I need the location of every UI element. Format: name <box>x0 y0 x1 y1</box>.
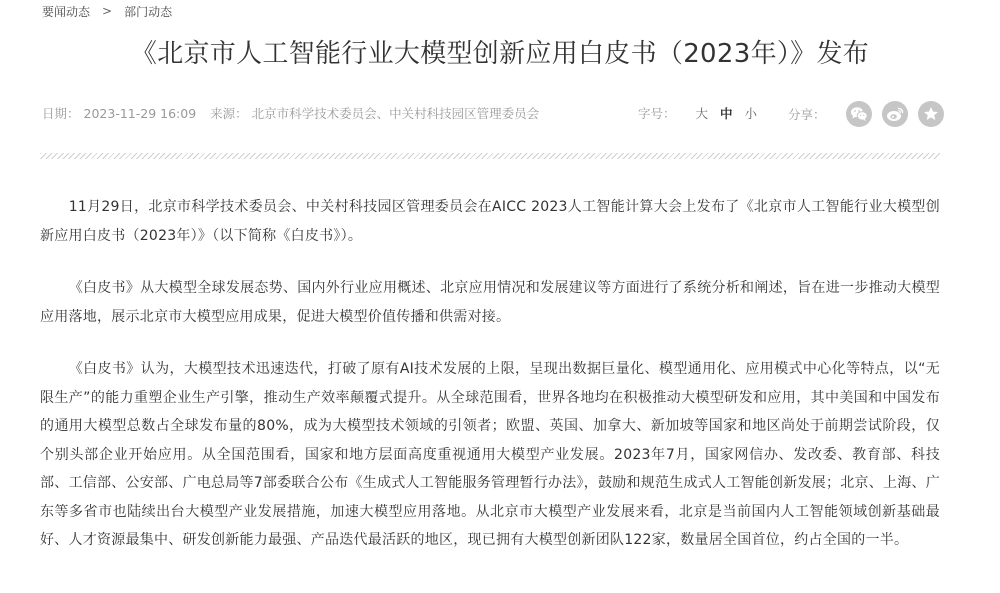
share-label: 分享： <box>788 107 826 122</box>
article-meta <box>42 104 539 122</box>
font-size-small[interactable]: 小 <box>744 106 758 121</box>
title-divider <box>40 153 940 159</box>
article-paragraph: 《白皮书》从大模型全球发展态势、国内外行业应用概述、北京应用情况和发展建议等方面进行了系统分析和阐述，旨在进一步推动大模型应用落地，展示北京市大模型应用成果，促进大模型价值传播和供需对接。 <box>40 280 940 325</box>
publish-date: 2023-11-29 16:09 <box>83 105 197 121</box>
wechat-icon <box>850 106 868 122</box>
article-paragraph: 11月29日，北京市科学技术委员会、中关村科技园区管理委员会在AICC 2023人工智能计算大会上发布了《北京市人工智能行业大模型创新应用白皮书（2023年）》（以下简称《白皮书》）。 <box>40 199 940 244</box>
font-size-label: 字号： <box>638 106 676 121</box>
breadcrumb <box>42 3 172 19</box>
font-size-medium[interactable]: 中 <box>720 106 733 121</box>
font-size-control <box>638 104 757 122</box>
share-favorite-button[interactable] <box>918 101 944 127</box>
star-icon <box>923 106 939 122</box>
weibo-icon <box>886 106 904 122</box>
share-wechat-button[interactable] <box>846 101 872 127</box>
page-title: 《北京市人工智能行业大模型创新应用白皮书（2023年）》发布 <box>130 39 870 69</box>
breadcrumb-separator: > <box>102 4 113 18</box>
article-body <box>40 193 940 579</box>
breadcrumb-item-home[interactable]: 要闻动态 <box>42 4 91 19</box>
date-label: 日期： <box>42 106 80 121</box>
source-label: 来源： <box>210 106 248 121</box>
share-weibo-button[interactable] <box>882 101 908 127</box>
source-value: 北京市科学技术委员会、中关村科技园区管理委员会 <box>251 106 540 121</box>
article-paragraph: 《白皮书》认为，大模型技术迅速迭代，打破了原有AI技术发展的上限，呈现出数据巨量化、模型通用化、应用模式中心化等特点，以“无限生产”的能力重塑企业生产引擎，推动生产效率颠覆式提升。从全球范围看，世界各地均在积极推动大模型研发和应用，其中美国和中国发布的通用大模型总数占全球发布量的80%，成为大模型技术领域的引领者；欧盟、英国、加拿大、新加坡等国家和地区尚处于前期尝试阶段，仅个别头部企业开始应用。从全国范围看，国家和地方层面高度重视通用大模型产业发展。2023年7月，国家网信办、发改委、教育部、科技部、工信部、公安部、广电总局等7部委联合公布《生成式人工智能服务管理暂行办法》，鼓励和规范生成式人工智能创新发展；北京、上海、广东等多省市也陆续出台大模型产业发展措施，加速大模型应用落地。从北京市大模型产业发展来看，北京是当前国内人工智能领域创新基础最好、人才资源最集中、研发创新能力最强、产品迭代最活跃的地区，现已拥有大模型创新团队122家，数量居全国首位，约占全国的一半。 <box>40 361 940 548</box>
font-size-large[interactable]: 大 <box>695 106 709 121</box>
breadcrumb-item-current[interactable]: 部门动态 <box>124 4 173 19</box>
share-bar <box>788 101 954 127</box>
